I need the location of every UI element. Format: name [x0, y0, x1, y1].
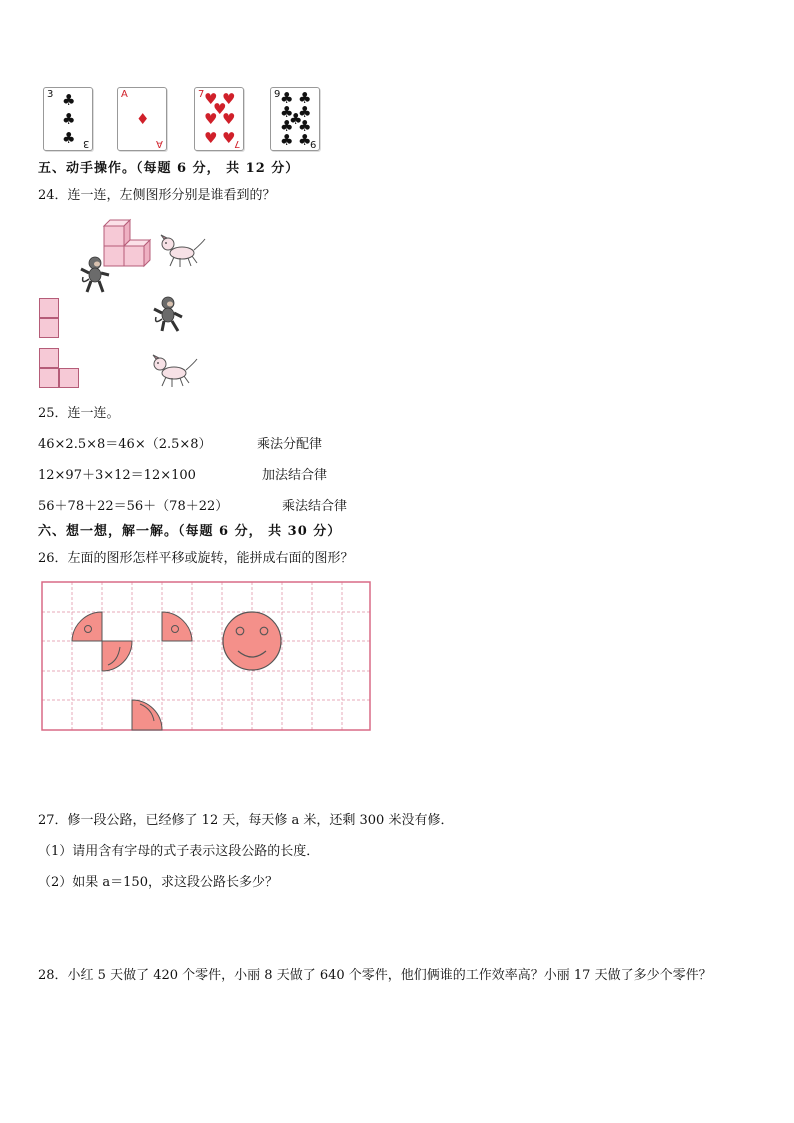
question-26: 26．左面的图形怎样平移或旋转，能拼成右面的图形？ — [38, 551, 354, 566]
card-rank: 7 — [198, 89, 205, 100]
playing-card-a-diamonds — [117, 87, 167, 151]
club-icon: ♣ — [298, 117, 312, 135]
heart-icon: ♥ — [222, 110, 236, 128]
club-icon: ♣ — [280, 89, 294, 107]
question-27-part-1: （1）请用含有字母的式子表示这段公路的长度． — [38, 844, 320, 859]
club-icon: ♣ — [298, 103, 312, 121]
monkey-icon — [77, 255, 117, 295]
law-1: 乘法分配律 — [257, 437, 323, 452]
equation-2: 12×97＋3×12＝12×100 — [38, 468, 196, 483]
dog-icon — [150, 353, 200, 389]
section-heading-6: 六、想一想，解一解。（每题 6 分， 共 30 分） — [38, 524, 342, 539]
heart-icon: ♥ — [204, 129, 218, 147]
club-icon: ♣ — [62, 110, 76, 128]
card-rank: 9 — [274, 89, 281, 100]
playing-card-3-clubs — [43, 87, 93, 151]
question-28: 28．小红 5 天做了 420 个零件，小丽 8 天做了 640 个零件，他们俩谁的工作效率高？小丽 17 天做了多少个零件？ — [38, 968, 712, 983]
card-rank: 3 — [47, 89, 54, 100]
law-2: 加法结合律 — [262, 468, 328, 483]
club-icon: ♣ — [62, 129, 76, 147]
question-24: 24．连一连，左侧图形分别是谁看到的？ — [38, 188, 276, 203]
law-3: 乘法结合律 — [282, 499, 348, 514]
card-rank: 3 — [82, 138, 89, 149]
view-shape-vertical — [39, 298, 59, 318]
club-icon: ♣ — [280, 131, 294, 149]
equation-1: 46×2.5×8＝46×（2.5×8） — [38, 437, 212, 452]
club-icon: ♣ — [298, 89, 312, 107]
view-shape-l — [39, 348, 59, 368]
playing-card-9-clubs — [270, 87, 320, 151]
monkey-icon — [150, 295, 190, 335]
dog-icon — [158, 233, 208, 269]
question-27: 27．修一段公路，已经修了 12 天，每天修 a 米，还剩 300 米没有修． — [38, 813, 454, 828]
question-27-part-2: （2）如果 a＝150，求这段公路长多少？ — [38, 875, 278, 890]
card-rank: A — [156, 138, 163, 149]
heart-icon: ♥ — [204, 110, 218, 128]
heart-icon: ♥ — [222, 90, 236, 108]
playing-card-7-hearts — [194, 87, 244, 151]
question-25: 25．连一连。 — [38, 406, 120, 421]
heart-icon: ♥ — [213, 100, 227, 118]
club-icon: ♣ — [298, 131, 312, 149]
translation-rotation-grid — [40, 581, 374, 733]
card-rank: 9 — [309, 138, 316, 149]
section-heading-5: 五、动手操作。（每题 6 分， 共 12 分） — [38, 161, 300, 176]
view-shape-l — [39, 368, 59, 388]
equation-3: 56＋78＋22＝56＋（78＋22） — [38, 499, 229, 514]
club-icon: ♣ — [280, 103, 294, 121]
heart-icon: ♥ — [204, 90, 218, 108]
heart-icon: ♥ — [222, 129, 236, 147]
view-shape-l — [59, 368, 79, 388]
club-icon: ♣ — [280, 117, 294, 135]
diamond-icon: ♦ — [136, 110, 150, 128]
card-rank: 7 — [233, 138, 240, 149]
club-icon: ♣ — [62, 91, 76, 109]
card-rank: A — [121, 89, 128, 100]
club-icon: ♣ — [289, 110, 303, 128]
view-shape-vertical — [39, 318, 59, 338]
